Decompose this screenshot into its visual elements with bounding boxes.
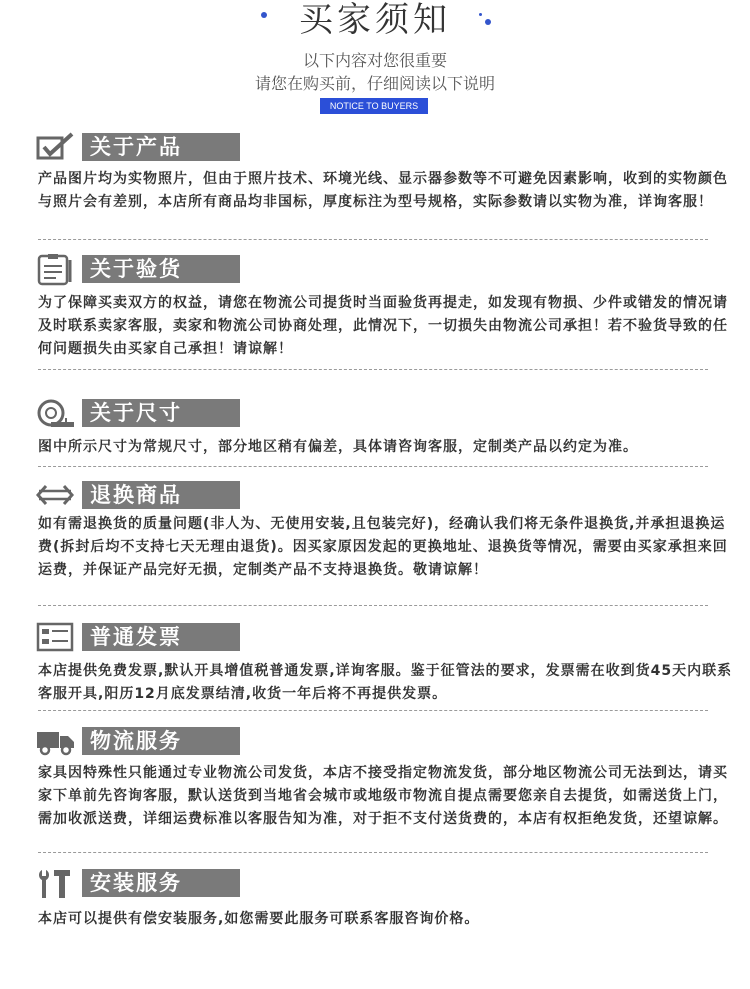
checkbox-icon: [36, 132, 76, 162]
section-label: 物流服务: [82, 727, 240, 755]
divider: [38, 369, 708, 370]
divider: [38, 710, 708, 711]
install-tools-icon: [36, 868, 76, 898]
header: [0, 0, 750, 120]
intro-line-2: 请您在购买前，仔细阅读以下说明: [254, 74, 495, 93]
section-text: 家具因特殊性只能通过专业物流公司发货，本店不接受指定物流发货，部分地区物流公司无法到达，请买家下单前先咨询客服，默认送货到当地省会城市或地级市物流自提点需要您亲自去提货，如需送货上门，需加收派送费，详细运费标准以客服告知为准，对于拒不支付送货费的，本店有权拒绝发货，还望谅解。: [38, 765, 728, 827]
divider: [38, 605, 708, 606]
divider: [38, 466, 708, 467]
section-text: 本店提供免费发票,默认开具增值税普通发票,详询客服。鉴于征管法的要求，发票需在收到货45天内联系客服开具,阳历12月底发票结清,收货一年后将不再提供发票。: [38, 663, 733, 702]
section-text: 如有需退换货的质量问题(非人为、无使用安装,且包装完好)，经确认我们将无条件退换货,并承担退换运费(拆封后均不支持七天无理由退货)。因买家原因发起的更换地址、退换货等情况，需要由买家承担来回运费，并保证产品完好无损，定制类产品不支持退换货。敬请谅解！: [38, 516, 728, 578]
divider: [38, 239, 708, 240]
section-label: 普通发票: [82, 623, 240, 651]
invoice-form-icon: [36, 622, 76, 652]
section-label: 关于产品: [82, 133, 240, 161]
intro-line-1: 以下内容对您很重要: [302, 51, 447, 70]
section-label: 关于验货: [82, 255, 240, 283]
section-text: 本店可以提供有偿安装服务,如您需要此服务可联系客服咨询价格。: [38, 911, 480, 927]
delivery-truck-icon: [36, 726, 76, 756]
section-text: 产品图片均为实物照片，但由于照片技术、环境光线、显示器参数等不可避免因素影响，收到的实物颜色与照片会有差别，本店所有商品均非国标，厚度标注为型号规格，实际参数请以实物为准，详询客服！: [38, 171, 728, 210]
exchange-arrows-icon: [36, 480, 76, 510]
section-label: 退换商品: [82, 481, 240, 509]
tape-measure-icon: [36, 398, 76, 428]
inspection-clipboard-icon: [36, 254, 76, 284]
section-label: 关于尺寸: [82, 399, 240, 427]
section-text: 为了保障买卖双方的权益，请您在物流公司提货时当面验货再提走，如发现有物损、少件或错发的情况请及时联系卖家客服，卖家和物流公司协商处理，此情况下，一切损失由物流公司承担！若不验货导致的任何问题损失由买家自己承担！请谅解！: [38, 295, 728, 357]
section-text: 图中所示尺寸为常规尺寸，部分地区稍有偏差，具体请咨询客服，定制类产品以约定为准。: [38, 439, 638, 455]
notice-badge: NOTICE TO BUYERS: [320, 98, 428, 114]
divider: [38, 852, 708, 853]
page-title: 买家须知: [299, 0, 451, 40]
section-label: 安装服务: [82, 869, 240, 897]
